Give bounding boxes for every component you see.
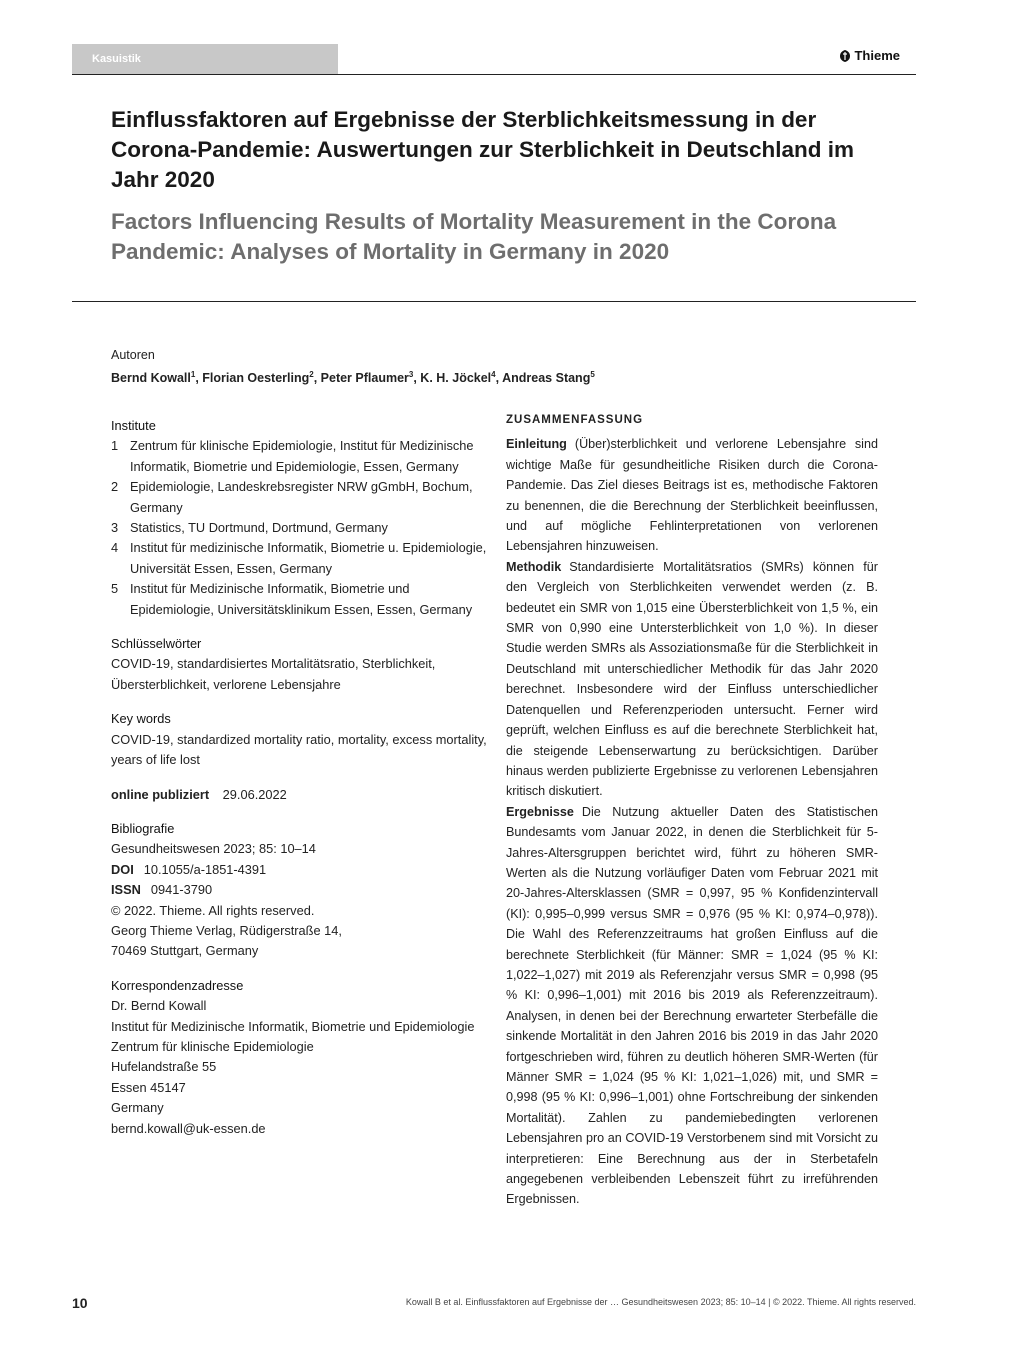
abstract-section-text: (Über)sterblichkeit und verlorene Lebensjahre sind wichtige Maße für gesundheitliche Risiken durch die Corona-Pandemie. Das Ziel dieses Beitrags ist es, methodische Faktoren zu benennen, die die Berechnung der Sterblichkeit beeinflussen, und auf mögliche Fehlinterpretationen von verlorenen Lebensjahren hinzuweisen. — [506, 437, 878, 554]
list-item — [111, 538, 491, 579]
section-tab: Kasuistik — [72, 44, 338, 74]
correspondence-line: Zentrum für klinische Epidemiologie — [111, 1038, 314, 1054]
online-label: online publiziert — [111, 786, 210, 802]
citation: Gesundheitswesen 2023; 85: 10–14 — [111, 841, 316, 857]
institute-text: Institut für Medizinische Informatik, Biometrie und Epidemiologie, Universitätsklinikum Essen, Essen, Germany — [130, 581, 473, 617]
online-published — [111, 785, 491, 805]
correspondence-line: Essen 45147 — [111, 1079, 186, 1095]
keywords-de-label: Schlüsselwörter — [111, 636, 202, 652]
institute-list — [111, 436, 491, 620]
author-list: Bernd Kowall$^1$, Florian Oesterling$^2$, Peter Pflaumer$^3$, K. H. Jöckel$^4$, Andreas Stang$^5$ — [111, 370, 595, 386]
author-affiliation: 5 — [590, 370, 595, 379]
abstract-heading: ZUSAMMENFASSUNG — [506, 414, 644, 426]
abstract-section-label: Methodik — [506, 559, 562, 574]
keywords-de-text: COVID-19, standardisiertes Mortalitätsratio, Sterblichkeit, Übersterblichkeit, verlorene Lebensjahre — [111, 656, 436, 692]
doi-label: DOI — [111, 861, 134, 877]
header-rule — [72, 301, 916, 302]
institute-text: Zentrum für klinische Epidemiologie, Institut für Medizinische Informatik, Biometrie und Epidemiologie, Essen, Germany — [130, 438, 474, 474]
german-title: Einflussfaktoren auf Ergebnisse der Sterblichkeitsmessung in der Corona-Pandemie: Auswertungen zur Sterblichkeit in Deutschland im Jahr 2020 — [111, 107, 855, 192]
thieme-logo-icon — [840, 50, 850, 62]
institute-text: Statistics, TU Dortmund, Dortmund, Germany — [130, 520, 388, 536]
institutes-label: Institute — [111, 418, 156, 433]
bibliography-block — [111, 819, 491, 962]
bibliography-label: Bibliografie — [111, 820, 175, 836]
publisher-name: Thieme — [854, 48, 900, 63]
abstract-section-label: Ergebnisse — [506, 804, 574, 819]
abstract-section-label: Einleitung — [506, 437, 567, 452]
online-date: 29.06.2022 — [222, 786, 287, 802]
keywords-en-text: COVID-19, standardized mortality ratio, mortality, excess mortality, years of life lost — [111, 731, 487, 768]
publisher-address-line: Georg Thieme Verlag, Rüdigerstraße 14, — [111, 922, 342, 938]
keywords-de-block — [111, 634, 491, 695]
abstract-section-results — [506, 802, 878, 1210]
abstract-section-text: Standardisierte Mortalitätsratios (SMRs) können für den Vergleich von Sterblichkeiten verwendet werden (z. B. bedeutet ein SMR von 1,015 eine Übersterblichkeit von 1,5 %, ein SMR von 0,990 eine Untersterblichkeit von 1,0 %). In dieser Studie werden SMRs als Assoziationsmaße für die Sterblichkeit in Deutschland mit unterschiedlicher Methodik für das Jahr 2020 berechnet. Insbesondere wird der Einfluss unterschiedlicher Datenquellen und Referenzperioden untersucht. Ferner wird geprüft, welchen Einfluss es auf die berechnete Sterblichkeit hat, die steigende Lebenserwartung zu berücksichtigen. Darüber hinaus werden publizierte Ergebnisse zu verlorenen Lebensjahren kritisch diskutiert. — [506, 559, 878, 799]
email-link[interactable]: bernd.kowall@uk-essen.de — [111, 1120, 266, 1136]
author-name: Peter Pflaumer — [320, 371, 409, 386]
author-affiliation: 2 — [309, 370, 314, 379]
abstract-column — [506, 410, 878, 1210]
institute-number: 4 — [111, 540, 119, 556]
correspondence-line: Hufelandstraße 55 — [111, 1059, 217, 1075]
copyright: © 2022. Thieme. All rights reserved. — [111, 902, 315, 918]
footer-citation: Kowall B et al. Einflussfaktoren auf Ergebnisse der … Gesundheitswesen 2023; 85: 10–14 | © 2022. Thieme. All rights reserved. — [405, 1297, 916, 1307]
publisher-address-line: 70469 Stuttgart, Germany — [111, 943, 259, 959]
correspondence-line: Institut für Medizinische Informatik, Biometrie und Epidemiologie — [111, 1018, 475, 1034]
list-item — [111, 477, 491, 518]
list-item — [111, 579, 491, 620]
issn-value: 0941-3790 — [150, 882, 213, 898]
abstract-section-methods — [506, 557, 878, 802]
author-name: Florian Oesterling — [202, 371, 310, 386]
authors-block — [111, 345, 911, 388]
page-number: 10 — [72, 1295, 88, 1311]
institutes-block — [111, 416, 491, 620]
issn-line — [111, 880, 491, 900]
institute-text: Institut für medizinische Informatik, Biometrie u. Epidemiologie, Universität Essen, Essen, Germany — [130, 540, 487, 576]
keywords-en-block — [111, 709, 491, 770]
institute-number: 3 — [111, 520, 119, 536]
abstract-section-text: Die Nutzung aktueller Daten des Statistischen Bundesamts vom Januar 2022, in denen die Sterblichkeit für 5-Jahres-Altersgruppen berichtet wird, führt zu höheren SMR-Werten als die Nutzung vorläufiger Daten vom Februar 2021 mit 20-Jahres-Altersklassen (SMR = 0,997, 95 % Konfidenzintervall (KI): 0,995–0,999 versus SMR = 0,976 (95 % KI: 0,974–0,978)). Die Wahl des Referenzzeitraums hat großen Einfluss auf die berechnete Sterblichkeit (für Männer: SMR = 1,024 (95 % KI: 1,022–1,027) mit 2019 als Referenzjahr versus SMR = 0,998 (95 % KI: 0,996–1,001) mit 2016 bis 2019 als Referenzzeitraum). Analysen, in denen bei der Berechnung erwarteter Sterbefälle die sinkende Mortalität in den Jahren 2016 bis 2019 in das Jahr 2020 fortgeschrieben wird, führen zu deutlich höheren SMR-Werten (für Männer SMR = 1,024 (95 % KI: 1,021–1,026) mit, und SMR = 0,998 (95 % KI: 0,996–1,001) ohne Fortschreibung der sinkenden Mortalität). Zahlen zu pandemiebedingten verlorenen Lebensjahren pro an COVID-19 Verstorbenem sind mit Vorsicht zu interpretieren: Eine Berechnung aus der in Sterbetafeln angegebenen verbleibenden Lebenszeit führt zu irreführenden Ergebnissen. — [506, 804, 878, 1207]
issn-label: ISSN — [111, 882, 141, 898]
english-title: Factors Influencing Results of Mortality Measurement in the Corona Pandemic: Analyses of Mortality in Germany in 2020 — [111, 209, 837, 264]
author-name: Andreas Stang — [502, 371, 591, 386]
metadata-column — [111, 416, 491, 1153]
institute-number: 5 — [111, 581, 119, 597]
author-name: K. H. Jöckel — [420, 371, 492, 386]
correspondence-block — [111, 976, 491, 1139]
author-name: Bernd Kowall — [111, 371, 191, 386]
publisher-logo — [840, 48, 900, 63]
correspondence-label: Korrespondenzadresse — [111, 977, 244, 993]
correspondence-name: Dr. Bernd Kowall — [111, 998, 207, 1014]
institute-number: 1 — [111, 438, 119, 454]
authors-label: Autoren — [111, 348, 155, 362]
author-affiliation: 1 — [190, 370, 196, 379]
correspondence-line: Germany — [111, 1100, 164, 1116]
doi-link[interactable]: 10.1055/a-1851-4391 — [143, 861, 267, 877]
abstract-section-intro — [506, 434, 878, 556]
author-affiliation: 4 — [491, 370, 496, 379]
author-affiliation: 3 — [408, 370, 414, 379]
institute-text: Epidemiologie, Landeskrebsregister NRW gGmbH, Bochum, Germany — [130, 479, 473, 515]
list-item — [111, 436, 491, 477]
list-item — [111, 518, 491, 538]
institute-number: 2 — [111, 479, 119, 495]
doi-line — [111, 860, 491, 880]
keywords-en-label: Key words — [111, 711, 171, 727]
top-rule — [72, 74, 916, 75]
